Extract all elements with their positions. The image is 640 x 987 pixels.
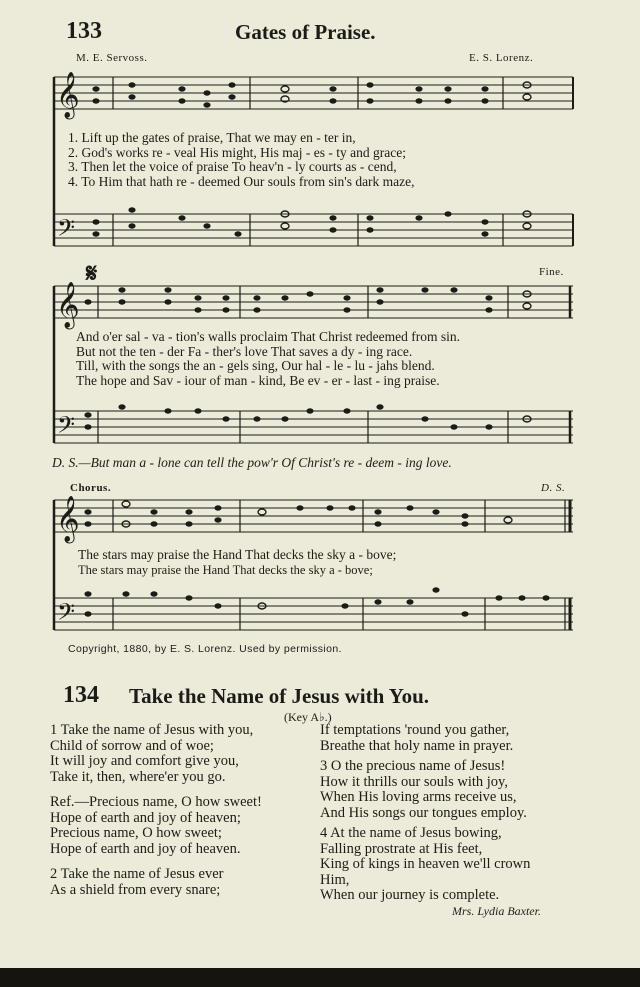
verse-line: It will joy and comfort give you, xyxy=(50,753,239,769)
verse-line: If temptations 'round you gather, xyxy=(320,722,510,738)
bass-clef-icon: 𝄢 xyxy=(57,411,76,444)
hymn-133-title: Gates of Praise. xyxy=(235,20,376,44)
lyric-line: 3. Then let the voice of praise To heav'n - ly courts as - cend, xyxy=(68,159,397,175)
verse-column-left xyxy=(50,723,262,898)
verse-line: Him, xyxy=(320,871,350,888)
chorus-label: Chorus. xyxy=(70,482,112,494)
verse-line: 1 Take the name of Jesus with you, xyxy=(50,722,254,738)
chorus-lyrics xyxy=(78,548,396,577)
treble-clef-icon: 𝄞 xyxy=(56,72,80,118)
hymn-134-title: Take the Name of Jesus with You. xyxy=(129,684,430,708)
staff-system2-treble xyxy=(54,286,573,318)
verse-line: When our journey is complete. xyxy=(320,887,500,903)
system1-lyrics xyxy=(68,131,415,189)
hymn-133-number: 133 xyxy=(66,18,102,44)
ds-line: D. S.—But man a - lone can tell the pow'r Of Christ's re - deem - ing love. xyxy=(52,455,452,470)
lyric-line: 1. Lift up the gates of praise, That we may en - ter in, xyxy=(68,130,356,145)
verse-line: King of kings in heaven we'll crown xyxy=(320,856,531,872)
verse-line: Take it, then, where'er you go. xyxy=(50,768,226,785)
verse-line: Hope of earth and joy of heaven. xyxy=(50,840,241,857)
system2-lyrics xyxy=(76,330,460,388)
bass-clef-icon: 𝄢 xyxy=(57,598,76,631)
hymn-134-number: 134 xyxy=(63,682,99,708)
verse-line: 3 O the precious name of Jesus! xyxy=(320,758,506,774)
lyric-line: But not the ten - der Fa - ther's love That saves a dy - ing race. xyxy=(76,343,413,359)
lyric-line: 4. To Him that hath re - deemed Our souls from sin's dark maze, xyxy=(68,173,415,189)
lyric-line: Till, with the songs the an - gels sing, Our hal - le - lu - jahs blend. xyxy=(76,358,435,374)
lyric-line: 2. God's works re - veal His might, His maj - es - ty and grace; xyxy=(68,144,406,160)
hymn-134-author: Mrs. Lydia Baxter. xyxy=(452,904,541,918)
verse-line: And His songs our tongues employ. xyxy=(320,804,527,821)
bass-clef-icon: 𝄢 xyxy=(57,214,76,247)
staff-system1-treble xyxy=(54,77,573,109)
treble-clef-icon: 𝄞 xyxy=(56,496,80,542)
verse-line: Hope of earth and joy of heaven; xyxy=(50,809,241,826)
segno-icon: 𝄋 xyxy=(86,259,98,289)
verse-line: When His loving arms receive us, xyxy=(320,789,517,805)
verse-line: 2 Take the name of Jesus ever xyxy=(50,866,224,882)
key-signature: (Key A♭.) xyxy=(284,710,332,724)
lyric-line: The stars may praise the Hand That decks the sky a - bove; xyxy=(78,547,397,562)
lyric-line: The stars may praise the Hand That decks the sky a - bove; xyxy=(78,562,373,577)
verse-line: Falling prostrate at His feet, xyxy=(320,840,483,857)
lyric-line: The hope and Sav - iour of man - kind, Be ev - er - last - ing praise. xyxy=(76,372,440,388)
verse-line: How it thrills our souls with joy, xyxy=(320,773,508,790)
hymn-133-author: M. E. Servoss. xyxy=(76,52,148,64)
fine-label: Fine. xyxy=(539,266,564,278)
copyright: Copyright, 1880, by E. S. Lorenz. Used by permission. xyxy=(68,643,342,655)
verse-line: Breathe that holy name in prayer. xyxy=(320,737,514,754)
hymn-133-composer: E. S. Lorenz. xyxy=(469,52,534,64)
verse-line: Child of sorrow and of woe; xyxy=(50,737,214,754)
verse-column-right xyxy=(320,723,530,904)
staff-system1-bass xyxy=(54,214,573,246)
page-bottom-edge xyxy=(0,968,640,987)
staff-system2-bass xyxy=(54,411,573,443)
lyric-line: And o'er sal - va - tion's walls proclaim That Christ redeemed from sin. xyxy=(76,329,461,344)
staff-system3-bass xyxy=(54,598,573,630)
verse-line: 4 At the name of Jesus bowing, xyxy=(320,825,502,841)
verse-line: Ref.—Precious name, O how sweet! xyxy=(50,794,262,810)
staff-system3-treble xyxy=(54,500,573,532)
verse-line: Precious name, O how sweet; xyxy=(50,825,222,841)
ds-label: D. S. xyxy=(541,482,566,494)
treble-clef-icon: 𝄞 xyxy=(56,282,80,328)
verse-line: As a shield from every snare; xyxy=(50,881,221,898)
